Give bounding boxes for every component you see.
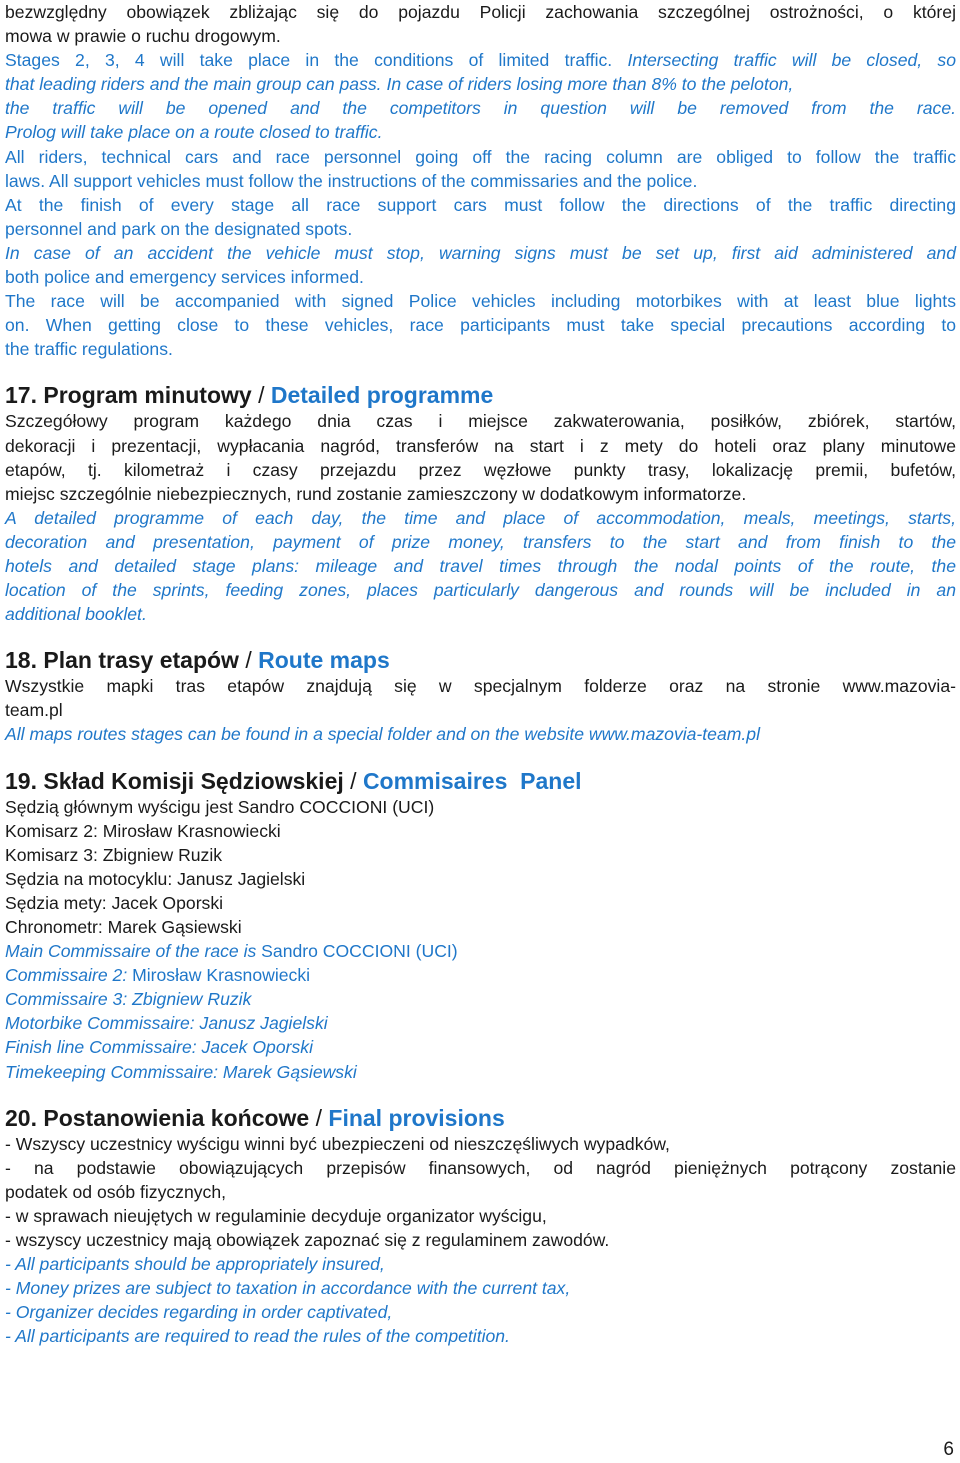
s19-en-line-6: Timekeeping Commissaire: Marek Gąsiewski — [5, 1061, 357, 1082]
s20-pl-line-2: - na podstawie obowiązujących przepisów finansowych, od nagród pieniężnych potrącony zostanie — [5, 1157, 956, 1178]
document-page — [5, 0, 956, 1349]
s17-pl-line-2: dekoracji i prezentacji, wypłacania nagród, transferów na start i z mety do hoteli oraz plany minutowe — [5, 435, 956, 456]
commissaire-name: Mirosław Krasnowiecki — [132, 965, 311, 986]
commissaire-role: Commissaire 2: — [5, 965, 133, 986]
s20-pl-line-4: - w sprawach nieujętych w regulaminie decyduje organizator wyścigu, — [5, 1205, 547, 1226]
s20-en-line-3: - Organizer decides regarding in order captivated, — [5, 1302, 393, 1323]
intro-en-line-8: personnel and park on the designated spots. — [5, 218, 353, 239]
s19-en-line-1 — [5, 939, 956, 963]
s17-en-line-3: hotels and detailed stage plans: mileage and travel times through the nodal points of the route, the — [5, 555, 956, 576]
spacer — [5, 361, 956, 381]
s19-en-line-2 — [5, 963, 956, 987]
section-title-en: Route maps — [258, 647, 390, 674]
section-title-pl: Skład Komisji Sędziowskiej — [43, 767, 344, 794]
s20-en-line-2: - Money prizes are subject to taxation in accordance with the current tax, — [5, 1278, 571, 1299]
intro-en-stages: Stages 2, 3, 4 will take place in the conditions of limited traffic. — [5, 50, 613, 71]
s19-en-line-3: Commissaire 3: Zbigniew Ruzik — [5, 989, 252, 1010]
s18-en-line-1: All maps routes stages can be found in a special folder and on the website www.mazovia-team.pl — [5, 724, 760, 745]
s20-en-line-4: - All participants are required to read the rules of the competition. — [5, 1326, 510, 1347]
intro-en-line-1 — [5, 48, 956, 72]
section-title-pl: Program minutowy — [43, 382, 252, 409]
section-separator: / — [350, 767, 357, 794]
section-19-heading — [5, 767, 956, 795]
section-title-en: Final provisions — [328, 1104, 505, 1131]
intro-en-line-6 — [5, 169, 956, 193]
s18-pl-line-1: Wszystkie mapki tras etapów znajdują się w specjalnym folderze oraz na stronie www.mazovia- — [5, 676, 956, 697]
s17-pl-line-1: Szczegółowy program każdego dnia czas i miejsce zakwaterowania, posiłków, zbiórek, startów, — [5, 411, 956, 432]
intro-en-line-5: All riders, technical cars and race personnel going off the racing column are obliged to follow the traffic — [5, 146, 956, 167]
intro-en-intersecting: Intersecting traffic will be closed, so — [627, 50, 957, 71]
spacer — [5, 626, 956, 646]
intro-en-line-13: the traffic regulations. — [5, 339, 173, 360]
intro-pl-line-2: mowa w prawie o ruchu drogowym. — [5, 26, 281, 47]
s20-pl-line-1: - Wszyscy uczestnicy wyścigu winni być ubezpieczeni od nieszczęśliwych wypadków, — [5, 1133, 670, 1154]
section-number: 20. — [5, 1104, 37, 1131]
intro-en-text: When getting close to these vehicles, race participants must take special precautions according to — [45, 315, 957, 336]
s19-pl-line-4: Sędzia na motocyklu: Janusz Jagielski — [5, 868, 306, 889]
commissaire-role: Main Commissaire of the race is — [5, 941, 262, 962]
s19-en-line-4: Motorbike Commissaire: Janusz Jagielski — [5, 1013, 328, 1034]
intro-en-text: All support vehicles must follow the instructions of the commissaries and the police. — [49, 170, 698, 191]
s20-pl-line-5: - wszyscy uczestnicy mają obowiązek zapoznać się z regulaminem zawodów. — [5, 1230, 610, 1251]
s18-pl-line-2: team.pl — [5, 700, 63, 721]
s20-pl-line-3: podatek od osób fizycznych, — [5, 1181, 227, 1202]
section-20-heading — [5, 1104, 956, 1132]
s19-pl-line-1: Sędzią głównym wyścigu jest Sandro COCCIONI (UCI) — [5, 796, 435, 817]
s20-en-line-1: - All participants should be appropriately insured, — [5, 1254, 385, 1275]
spacer — [5, 1084, 956, 1104]
s19-pl-line-3: Komisarz 3: Zbigniew Ruzik — [5, 844, 223, 865]
commissaire-name: Sandro COCCIONI (UCI) — [261, 941, 458, 962]
s17-pl-line-4: miejsc szczególnie niebezpiecznych, rund zostanie zamieszczony w dodatkowym informatorze. — [5, 483, 747, 504]
section-number: 19. — [5, 767, 37, 794]
s19-pl-line-2: Komisarz 2: Mirosław Krasnowiecki — [5, 820, 281, 841]
spacer — [5, 747, 956, 767]
section-separator: / — [258, 382, 265, 409]
intro-en-text: In case of riders losing more than 8% to the peloton, — [386, 74, 794, 95]
s19-en-line-5: Finish line Commissaire: Jacek Oporski — [5, 1037, 313, 1058]
s17-pl-line-3: etapów, tj. kilometraż i czasy przejazdu przez węzłowe punkty trasy, lokalizację premii, bufetów, — [5, 459, 956, 480]
s19-pl-line-6: Chronometr: Marek Gąsiewski — [5, 917, 242, 937]
section-title-en: Commisaires Panel — [362, 767, 582, 794]
intro-en-line-7: At the finish of every stage all race support cars must follow the directions of the traffic directing — [5, 194, 956, 215]
section-separator: / — [315, 1104, 322, 1131]
section-title-pl: Postanowienia końcowe — [43, 1104, 310, 1131]
section-separator: / — [245, 647, 252, 674]
intro-en-text: that leading riders and the main group can pass. — [5, 74, 382, 95]
section-18-heading — [5, 646, 956, 674]
section-number: 17. — [5, 382, 37, 409]
intro-en-line-12 — [5, 313, 956, 337]
section-17-heading — [5, 381, 956, 409]
intro-en-line-2 — [5, 72, 956, 96]
page-number: 6 — [943, 1439, 954, 1460]
intro-en-line-11: The race will be accompanied with signed Police vehicles including motorbikes with at least blue lights — [5, 291, 956, 312]
intro-en-line-3: the traffic will be opened and the competitors in question will be removed from the race. — [5, 98, 956, 119]
intro-en-line-4: Prolog will take place on a route closed to traffic. — [5, 122, 383, 143]
s17-en-line-1: A detailed programme of each day, the time and place of accommodation, meals, meetings, starts, — [5, 507, 956, 528]
intro-en-line-9: In case of an accident the vehicle must stop, warning signs must be set up, first aid administered and — [5, 242, 956, 263]
section-title-pl: Plan trasy etapów — [43, 647, 239, 674]
intro-en-text: on. — [5, 315, 30, 336]
intro-pl-line-1: bezwzględny obowiązek zbliżając się do pojazdu Policji zachowania szczególnej ostrożności, o której — [5, 2, 956, 22]
s17-en-line-2: decoration and presentation, payment of prize money, transfers to the start and from finish to the — [5, 531, 956, 552]
s17-en-line-4: location of the sprints, feeding zones, places particularly dangerous and rounds will be included in an — [5, 580, 956, 601]
intro-en-text: laws. — [5, 170, 46, 191]
section-title-en: Detailed programme — [270, 382, 494, 409]
s19-pl-line-5: Sędzia mety: Jacek Oporski — [5, 892, 224, 913]
intro-en-line-10: both police and emergency services informed. — [5, 267, 364, 288]
section-number: 18. — [5, 647, 37, 674]
s17-en-line-5: additional booklet. — [5, 604, 147, 625]
